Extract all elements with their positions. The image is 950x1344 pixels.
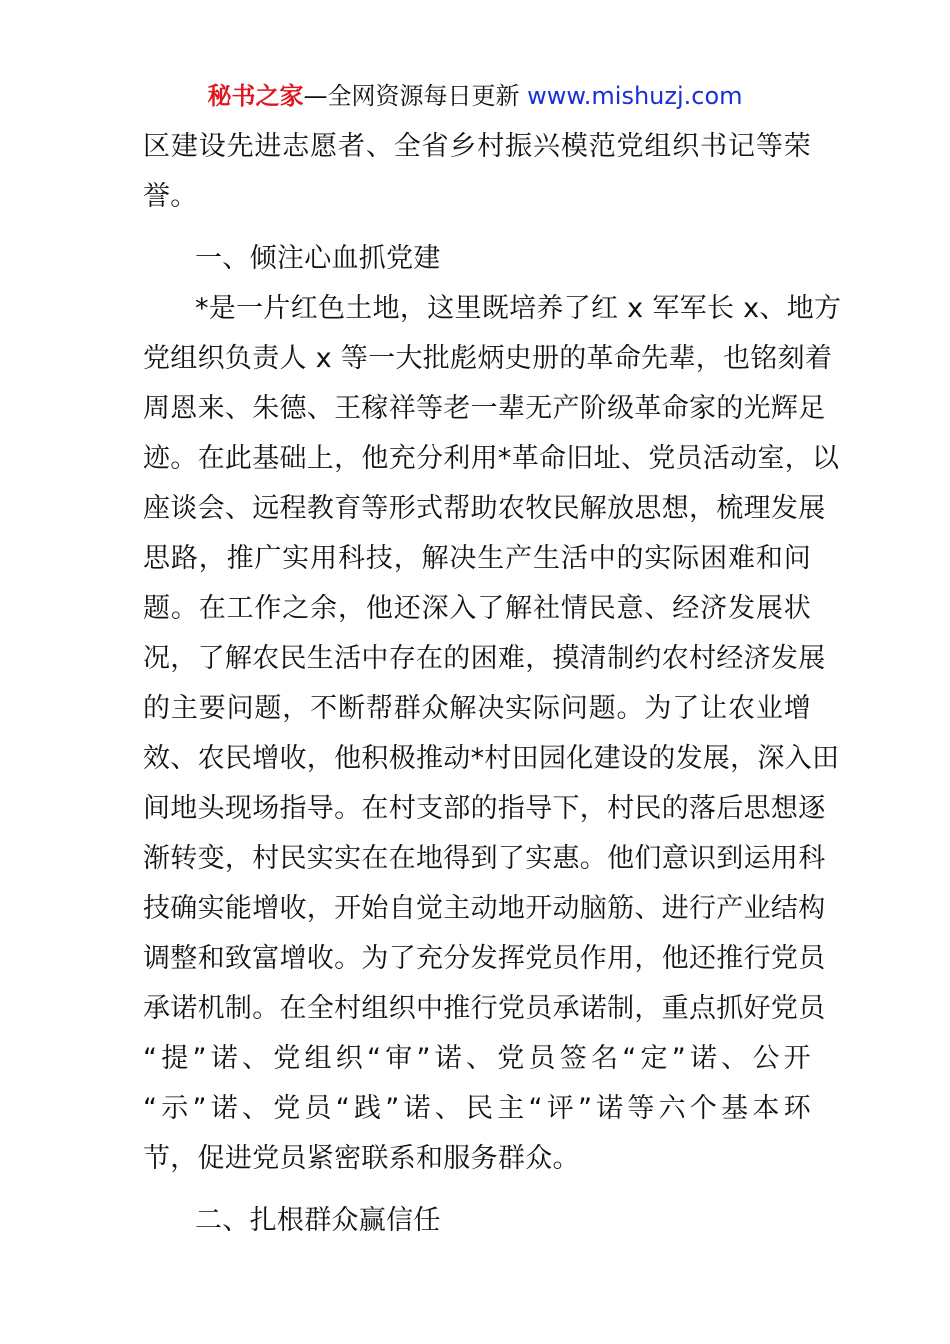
text-line: 技确实能增收，开始自觉主动地开动脑筋、进行产业结构 [143,893,826,924]
text-line: 效、农民增收，他积极推动*村田园化建设的发展，深入田 [143,743,840,774]
section-heading-2: 二、扎根群众赢信任 [195,1205,441,1236]
text-line: “示”诺、党员“践”诺、民主“评”诺等六个基本环 [143,1093,811,1124]
text-line: 区建设先进志愿者、全省乡村振兴模范党组织书记等荣 [143,131,811,162]
section-heading-1: 一、倾注心血抓党建 [195,243,441,274]
text-line: 思路，推广实用科技，解决生产生活中的实际困难和问 [143,543,811,574]
text-line: 渐转变，村民实实在在地得到了实惠。他们意识到运用科 [143,843,826,874]
text-line: 节，促进党员紧密联系和服务群众。 [143,1143,580,1174]
body-paragraph [143,284,842,1184]
site-header [0,80,950,112]
text-line: 座谈会、远程教育等形式帮助农牧民解放思想，梳理发展 [143,493,826,524]
text-line: 周恩来、朱德、王稼祥等老一辈无产阶级革命家的光辉足 [143,393,826,424]
text-line: 誉。 [143,181,198,212]
site-tagline: —全网资源每日更新 [303,82,520,110]
text-line: 承诺机制。在全村组织中推行党员承诺制，重点抓好党员 [143,993,826,1024]
site-url[interactable]: www.mishuzj.com [527,82,743,110]
text-line: 迹。在此基础上，他充分利用*革命旧址、党员活动室，以 [143,443,840,474]
site-brand: 秘书之家 [207,82,304,110]
document-body [143,122,842,1246]
text-line: “提”诺、党组织“审”诺、党员签名“定”诺、公开 [143,1043,811,1074]
text-line: 的主要问题，不断帮群众解决实际问题。为了让农业增 [143,693,811,724]
text-line: 况，了解农民生活中存在的困难，摸清制约农村经济发展 [143,643,826,674]
intro-paragraph [143,122,811,222]
text-line: 党组织负责人 x 等一大批彪炳史册的革命先辈，也铭刻着 [143,343,833,374]
text-line: 题。在工作之余，他还深入了解社情民意、经济发展状 [143,593,811,624]
text-line: *是一片红色土地，这里既培养了红 x 军军长 x、地方 [195,293,842,324]
text-line: 调整和致富增收。为了充分发挥党员作用，他还推行党员 [143,943,826,974]
text-line: 间地头现场指导。在村支部的指导下，村民的落后思想逐 [143,793,826,824]
